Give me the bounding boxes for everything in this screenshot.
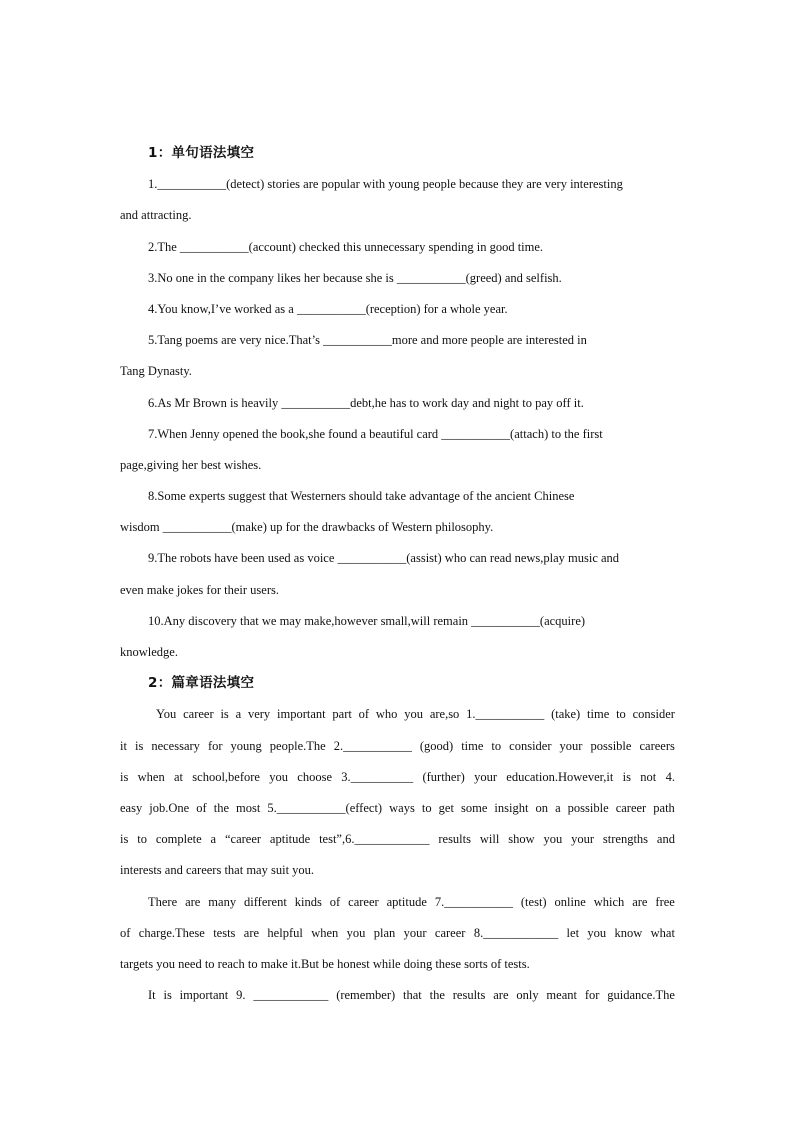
- passage-word: a: [210, 832, 217, 847]
- passage-word: important: [179, 988, 229, 1003]
- passage-word: 2.___________: [333, 738, 412, 753]
- passage-word: many: [208, 894, 237, 909]
- passage-word: different: [244, 894, 287, 909]
- passage-word: your: [571, 832, 595, 847]
- passage-word: career: [183, 707, 214, 722]
- passage-word: (good): [419, 738, 454, 753]
- passage-line-7: [120, 887, 675, 918]
- passage-line-4: [120, 793, 675, 824]
- passage-word: of: [120, 925, 131, 940]
- passage-word: helpful: [267, 925, 303, 940]
- passage-word: tests: [213, 925, 236, 940]
- passage-word: 3.__________: [341, 769, 414, 784]
- passage-word: “career: [224, 832, 262, 847]
- passage-word: are: [243, 925, 260, 940]
- passage-word: what: [650, 925, 675, 940]
- passage-word: you: [543, 832, 563, 847]
- passage-word: that: [403, 988, 422, 1003]
- passage-word: plan: [373, 925, 396, 940]
- passage-word: are: [493, 988, 509, 1003]
- question-3: 3.No one in the company likes her because she is ___________(greed) and selfish.: [148, 270, 562, 285]
- passage-word: ____________: [253, 988, 329, 1003]
- passage-word: will: [479, 832, 500, 847]
- question-1-line-1: 1.___________(detect) stories are popular with young people because they are very interesting: [148, 177, 623, 192]
- passage-word: career: [348, 894, 379, 909]
- passage-word: is: [622, 769, 632, 784]
- passage-word: not: [640, 769, 657, 784]
- passage-word: on: [535, 800, 549, 815]
- passage-word: important: [277, 707, 326, 722]
- passage-word: strengths: [602, 832, 649, 847]
- passage-word: your: [403, 925, 427, 940]
- passage-word: to: [137, 832, 147, 847]
- passage-word: time: [587, 707, 610, 722]
- question-9-line-2: even make jokes for their users.: [120, 582, 279, 597]
- passage-word: the: [429, 988, 445, 1003]
- passage-word: insight: [494, 800, 529, 815]
- passage-word: You: [156, 707, 177, 722]
- passage-word: It: [148, 988, 156, 1003]
- passage-word: you: [404, 707, 423, 722]
- passage-word: show: [508, 832, 535, 847]
- passage-word: free: [655, 894, 675, 909]
- passage-word: career: [615, 800, 647, 815]
- passage-word: is: [120, 832, 129, 847]
- passage-word: There: [148, 894, 178, 909]
- passage-word: are: [632, 894, 648, 909]
- passage-word: careers: [639, 738, 675, 753]
- passage-word: charge.These: [138, 925, 205, 940]
- question-5-line-1: 5.Tang poems are very nice.That’s ___________more and more people are interested in: [148, 333, 587, 348]
- passage-word: only: [516, 988, 539, 1003]
- passage-word: guidance.The: [607, 988, 675, 1003]
- passage-word: time: [461, 738, 484, 753]
- passage-line-9: targets you need to reach to make it.But be honest while doing these sorts of tests.: [120, 956, 530, 971]
- passage-line-1: [120, 699, 675, 730]
- passage-word: 8.____________: [473, 925, 559, 940]
- passage-word: are: [185, 894, 201, 909]
- passage-word: (test): [520, 894, 547, 909]
- question-4: 4.You know,I’ve worked as a ___________(reception) for a whole year.: [148, 301, 508, 316]
- passage-word: is: [220, 707, 229, 722]
- passage-word: aptitude: [386, 894, 427, 909]
- passage-word: 7.___________: [434, 894, 513, 909]
- passage-word: online: [554, 894, 586, 909]
- passage-word: when: [137, 769, 165, 784]
- passage-word: your: [559, 738, 583, 753]
- passage-word: necessary: [151, 738, 200, 753]
- passage-word: kinds: [294, 894, 322, 909]
- passage-word: of: [329, 894, 341, 909]
- passage-word: of: [196, 800, 207, 815]
- passage-word: of: [358, 707, 370, 722]
- passage-word: to: [421, 800, 432, 815]
- passage-word: 5.___________(effect): [267, 800, 383, 815]
- passage-word: you: [346, 925, 366, 940]
- passage-word: (take): [551, 707, 581, 722]
- passage-word: for: [207, 738, 223, 753]
- question-8-line-1: 8.Some experts suggest that Westerners should take advantage of the ancient Chinese: [148, 489, 575, 504]
- passage-word: are,so: [429, 707, 460, 722]
- passage-word: the: [213, 800, 229, 815]
- passage-word: career: [434, 925, 466, 940]
- question-7-line-2: page,giving her best wishes.: [120, 457, 262, 472]
- question-7-line-1: 7.When Jenny opened the book,she found a beautiful card ___________(attach) to the first: [148, 426, 603, 441]
- passage-word: a: [555, 800, 561, 815]
- passage-word: and: [656, 832, 675, 847]
- passage-word: you: [269, 769, 289, 784]
- passage-line-5: [120, 824, 675, 855]
- passage-word: consider: [509, 738, 552, 753]
- passage-word: who: [375, 707, 398, 722]
- passage-word: results: [438, 832, 471, 847]
- passage-word: part: [332, 707, 352, 722]
- passage-line-8: [120, 918, 675, 949]
- section-1-heading: 1：单句语法填空: [148, 145, 255, 161]
- passage-word: let: [566, 925, 580, 940]
- question-8-line-2: wisdom ___________(make) up for the drawbacks of Western philosophy.: [120, 520, 494, 535]
- passage-word: consider: [632, 707, 675, 722]
- passage-word: at: [173, 769, 184, 784]
- section-2-heading: 2：篇章语法填空: [148, 675, 255, 692]
- passage-word: 9.: [236, 988, 246, 1003]
- document-page: [120, 138, 675, 1011]
- passage-word: job.One: [149, 800, 190, 815]
- passage-word: young: [230, 738, 262, 753]
- passage-word: know: [614, 925, 643, 940]
- passage-word: most: [236, 800, 261, 815]
- passage-word: it: [120, 738, 127, 753]
- passage-word: for: [584, 988, 600, 1003]
- question-6: 6.As Mr Brown is heavily ___________debt,he has to work day and night to pay off it.: [148, 395, 584, 410]
- question-9-line-1: 9.The robots have been used as voice ___________(assist) who can read news,play music and: [148, 551, 620, 566]
- passage-word: path: [653, 800, 675, 815]
- passage-line-10: [120, 980, 675, 1011]
- passage-word: education.However,it: [506, 769, 614, 784]
- passage-word: when: [311, 925, 339, 940]
- passage-word: choose: [297, 769, 333, 784]
- passage-word: easy: [120, 800, 143, 815]
- question-5-line-2: Tang Dynasty.: [120, 364, 192, 379]
- passage-word: (remember): [336, 988, 396, 1003]
- passage-word: results: [452, 988, 486, 1003]
- passage-word: to: [616, 707, 626, 722]
- passage-word: test”,6.____________: [319, 832, 430, 847]
- question-10-line-2: knowledge.: [120, 645, 178, 659]
- passage-word: your: [474, 769, 497, 784]
- passage-word: you: [587, 925, 607, 940]
- passage-word: 1.___________: [466, 707, 545, 722]
- passage-word: school,before: [192, 769, 260, 784]
- passage-word: (further): [422, 769, 465, 784]
- passage-line-3: [120, 762, 675, 793]
- passage-word: ways: [389, 800, 415, 815]
- question-10-line-1: 10.Any discovery that we may make,however small,will remain ___________(acquire): [148, 613, 586, 628]
- passage-word: people.The: [269, 738, 326, 753]
- passage-word: to: [491, 738, 502, 753]
- passage-word: some: [460, 800, 488, 815]
- passage-word: is: [163, 988, 172, 1003]
- passage-word: possible: [567, 800, 609, 815]
- passage-word: complete: [155, 832, 202, 847]
- passage-word: is: [120, 769, 129, 784]
- passage-word: meant: [546, 988, 577, 1003]
- passage-word: which: [593, 894, 625, 909]
- passage-word: 4.: [665, 769, 675, 784]
- passage-word: get: [438, 800, 454, 815]
- passage-line-2: [120, 731, 675, 762]
- passage-word: very: [247, 707, 271, 722]
- passage-word: aptitude: [269, 832, 311, 847]
- question-1-line-2: and attracting.: [120, 208, 192, 223]
- passage-word: is: [134, 738, 144, 753]
- question-2: 2.The ___________(account) checked this unnecessary spending in good time.: [148, 239, 544, 254]
- passage-word: a: [235, 707, 242, 722]
- passage-line-6: interests and careers that may suit you.: [120, 863, 315, 878]
- passage-word: possible: [590, 738, 632, 753]
